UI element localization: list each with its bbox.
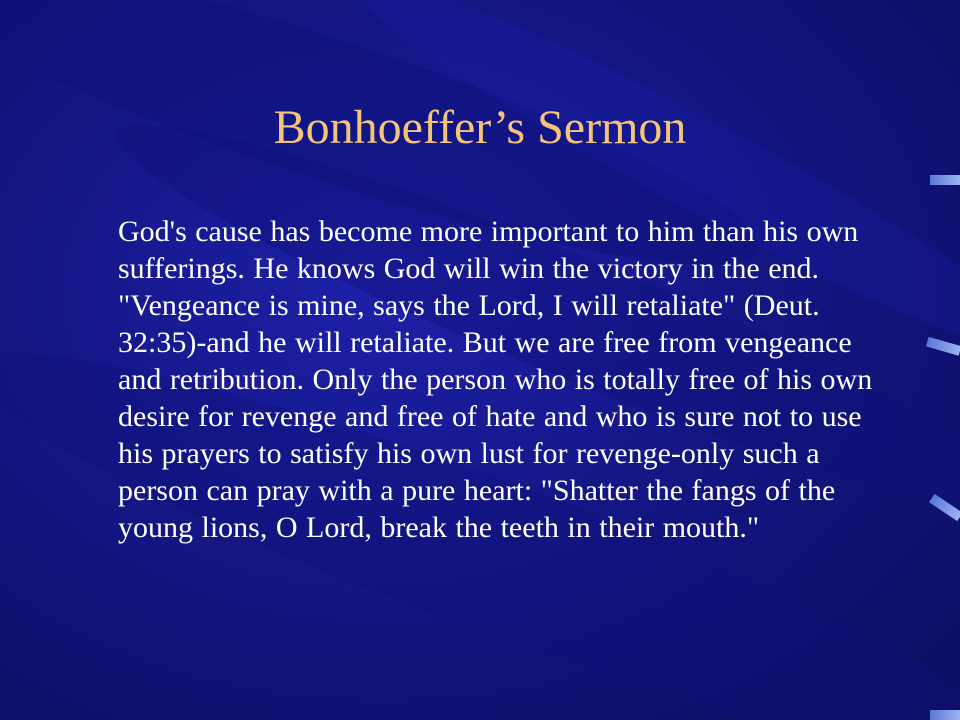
edge-accent-mark [930, 175, 960, 185]
edge-accent-mark [926, 337, 960, 356]
slide-title: Bonhoeffer’s Sermon [273, 101, 687, 154]
slide-body-text: God's cause has become more important to him than his own sufferings. He knows God will win the victory in the end. "Vengeance is mine, says the Lord, I will retaliate" (Deut. 32:35)-and he will retaliate. But we are free from vengeance and retribution. Only the person who is totally free of his own desire for revenge and free of hate and who is sure not to use his prayers to satisfy his own lust for revenge-only such a person can pray with a pure heart: "Shatter the fangs of the young lions, O Lord, break the teeth in their mouth." [118, 215, 873, 544]
edge-accent-mark [930, 710, 960, 720]
